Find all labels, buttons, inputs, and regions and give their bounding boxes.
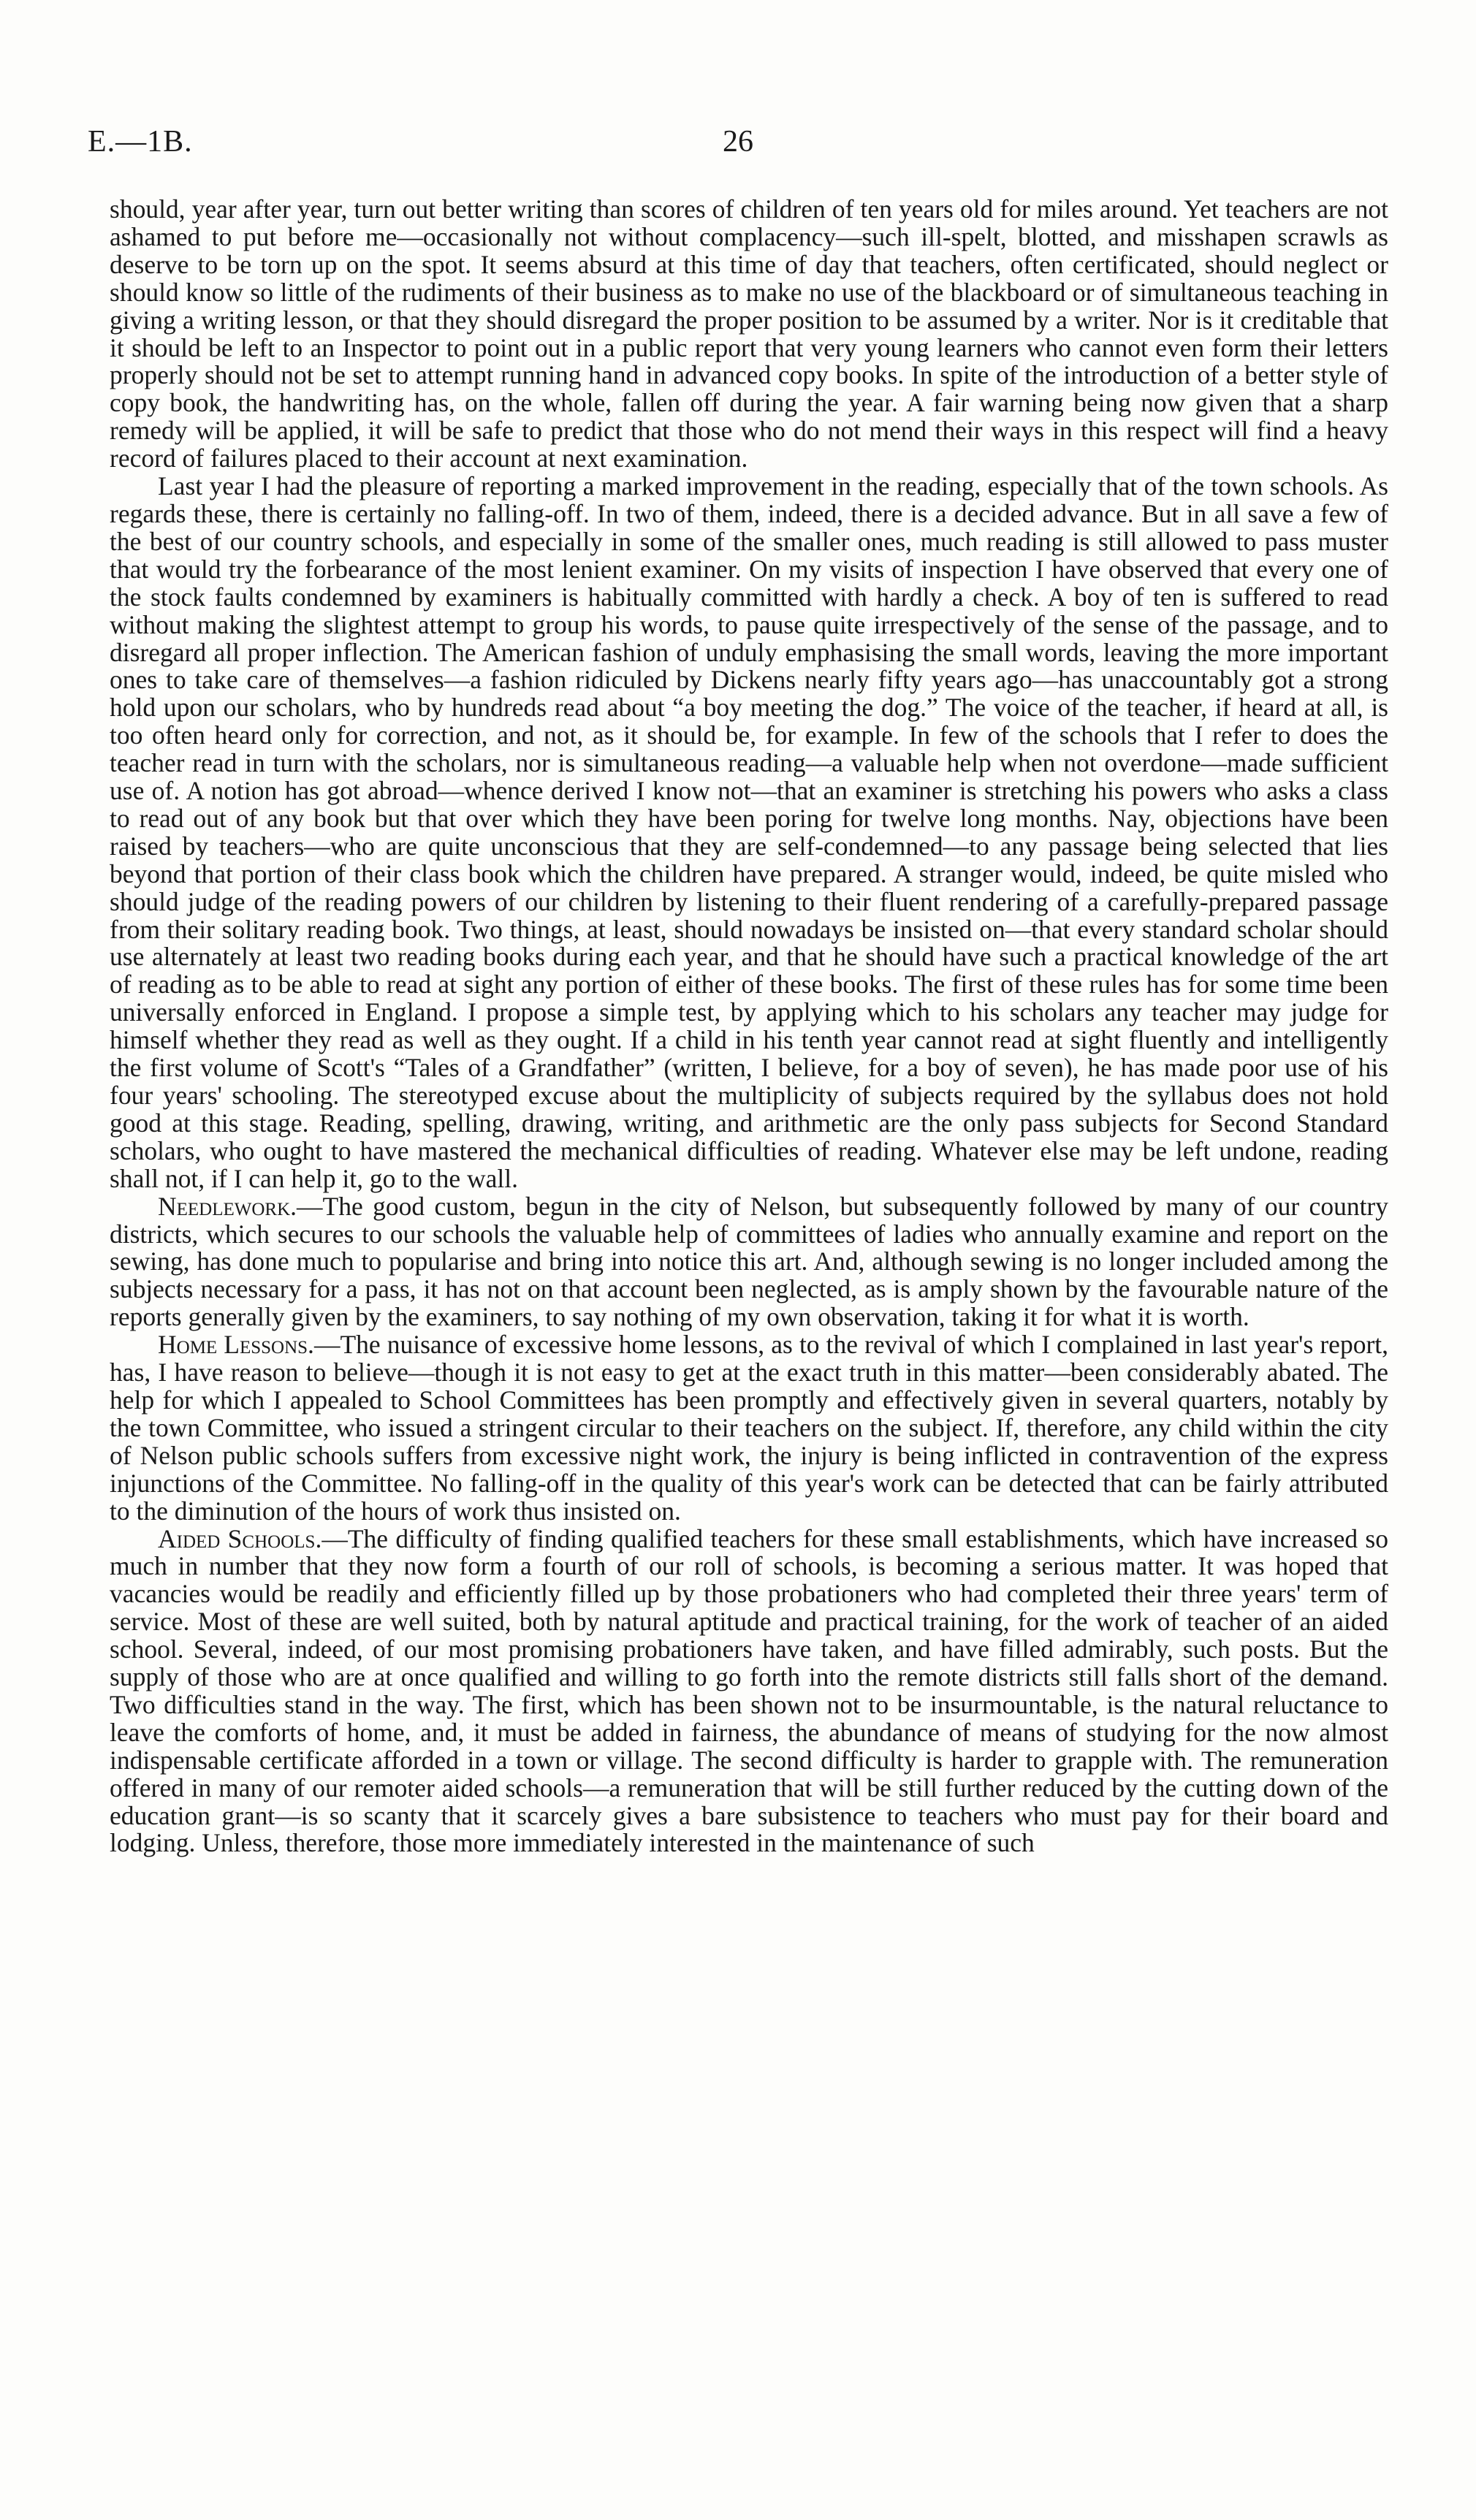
paragraph-needlework xyxy=(110,1193,1388,1332)
section-heading: Home Lessons. xyxy=(158,1330,314,1360)
paragraph-text: —The nuisance of excessive home lessons, as to the revival of which I complained in last year's report, has, I have reason to believe—though it is not easy to get at the exact truth in this matter—been considerably abated. The help for which I appealed to School Committees has been promptly and effectively given in several quarters, notably by the town Committee, who issued a stringent circular to their teachers on the subject. If, therefore, any child within the city of Nelson public schools suffers from excessive night work, the injury is being inflicted in contravention of the express injunctions of the Committee. No falling-off in the quality of this year's work can be detected that can be fairly attributed to the diminution of the hours of work thus insisted on. xyxy=(110,1330,1388,1526)
paragraph-reading xyxy=(110,473,1388,1193)
paragraph-text: —The good custom, begun in the city of Nelson, but subsequently followed by many of our country districts, which secures to our schools the valuable help of committees of ladies who annually examine and report on the sewing, has done much to popularise and bring into notice this art. And, although sewing is no longer included among the subjects necessary for a pass, it has not on that account been neglected, as is amply shown by the favourable nature of the reports generally given by the examiners, to say nothing of my own observation, taking it for what it is worth. xyxy=(110,1191,1388,1332)
paragraph-text: should, year after year, turn out better writing than scores of children of ten years old for miles around. Yet teachers are not ashamed to put before me—occasionally not without complacency—such ill-spelt, blotted, and misshapen scrawls as deserve to be torn up on the spot. It seems absurd at this time of day that teachers, often certificated, should neglect or should know so little of the rudiments of their business as to make no use of the blackboard or of simultaneous teaching in giving a writing lesson, or that they should disregard the proper position to be assumed by a writer. Nor is it creditable that it should be left to an Inspector to point out in a public report that very young learners who cannot even form their letters properly should not be set to attempt running hand in advanced copy books. In spite of the introduction of a better style of copy book, the handwriting has, on the whole, fallen off during the year. A fair warning being now given that a sharp remedy will be applied, it will be safe to predict that those who do not mend their ways in this respect will find a heavy record of failures placed to their account at next examination. xyxy=(110,194,1388,473)
body-text xyxy=(110,196,1388,1857)
paragraph-home-lessons xyxy=(110,1331,1388,1525)
section-heading: Needlework. xyxy=(158,1191,297,1221)
paragraph-writing xyxy=(110,196,1388,473)
paragraph-text: —The difficulty of finding qualified teachers for these small establishments, which have increased so much in number that they now form a fourth of our roll of schools, is becoming a serious matter. It was hoped that vacancies would be readily and efficiently filled up by those probationers who had completed their three years' term of service. Most of these are well suited, both by natural aptitude and practical training, for the work of teacher of an aided school. Several, indeed, of our most promising probationers have taken, and have filled admirably, such posts. But the supply of those who are at once qualified and willing to go forth into the remote districts still falls short of the demand. Two difficulties stand in the way. The first, which has been shown not to be insurmountable, is the natural reluctance to leave the comforts of home, and, it must be added in fairness, the abundance of means of studying for the now almost indispensable certificate afforded in a town or village. The second difficulty is harder to grapple with. The remuneration offered in many of our remoter aided schools—a remuneration that will be still further reduced by the cutting down of the education grant—is so scanty that it scarcely gives a bare subsistence to teachers who must pay for their board and lodging. Unless, therefore, those more immediately interested in the maintenance of such xyxy=(110,1523,1388,1858)
page-header xyxy=(88,124,1388,168)
paragraph-aided-schools xyxy=(110,1523,1388,1858)
paragraph-text: Last year I had the pleasure of reporting a marked improvement in the reading, especially that of the town schools. As regards these, there is certainly no falling-off. In two of them, indeed, there is a decided advance. But in all save a few of the best of our country schools, and especially in some of the smaller ones, much reading is still allowed to pass muster that would try the forbearance of the most lenient examiner. On my visits of inspection I have observed that every one of the stock faults condemned by examiners is habitually committed with hardly a check. A boy of ten is suffered to read without making the slightest attempt to group his words, to pause quite irrespectively of the sense of the passage, and to disregard all proper inflection. The American fashion of unduly emphasising the small words, leaving the more important ones to take care of themselves—a fashion ridiculed by Dickens nearly fifty years ago—has unaccountably got a strong hold upon our scholars, who by hundreds read about “a boy meeting the dog.” The voice of the teacher, if heard at all, is too often heard only for correction, and not, as it should be, for example. In few of the schools that I refer to does the teacher read in turn with the scholars, nor is simultaneous reading—a valuable help when not overdone—made sufficient use of. A notion has got abroad—whence derived I know not—that an examiner is stretching his powers who asks a class to read out of any book but that over which they have been poring for twelve long months. Nay, objections have been raised by teachers—who are quite unconscious that they are self-condemned—to any passage being selected that lies beyond that portion of their class book which the children have prepared. A stranger would, indeed, be quite misled who should judge of the reading powers of our children by listening to their fluent rendering of a carefully-prepared passage from their solitary reading book. Two things, at least, should nowadays be insisted on—that every standard scholar should use alternately at least two reading books during each year, and that he should have such a practical knowledge of the art of reading as to be able to read at sight any portion of either of these books. The first of these rules has for some time been universally enforced in England. I propose a simple test, by applying which to his scholars any teacher may judge for himself whether they read as well as they ought. If a child in his tenth year cannot read at sight fluently and intelligently the first volume of Scott's “Tales of a Grandfather” (written, I believe, for a boy of seven), he has made poor use of his four years' schooling. The stereotyped excuse about the multiplicity of subjects required by the syllabus does not hold good at this stage. Reading, spelling, drawing, writing, and arithmetic are the only pass subjects for Second Standard scholars, who ought to have mastered the mechanical difficulties of reading. Whatever else may be left undone, reading shall not, if I can help it, go to the wall. xyxy=(110,471,1388,1193)
section-heading: Aided Schools. xyxy=(158,1523,322,1553)
page-number: 26 xyxy=(723,125,753,159)
document-reference: E.—1B. xyxy=(88,125,193,159)
